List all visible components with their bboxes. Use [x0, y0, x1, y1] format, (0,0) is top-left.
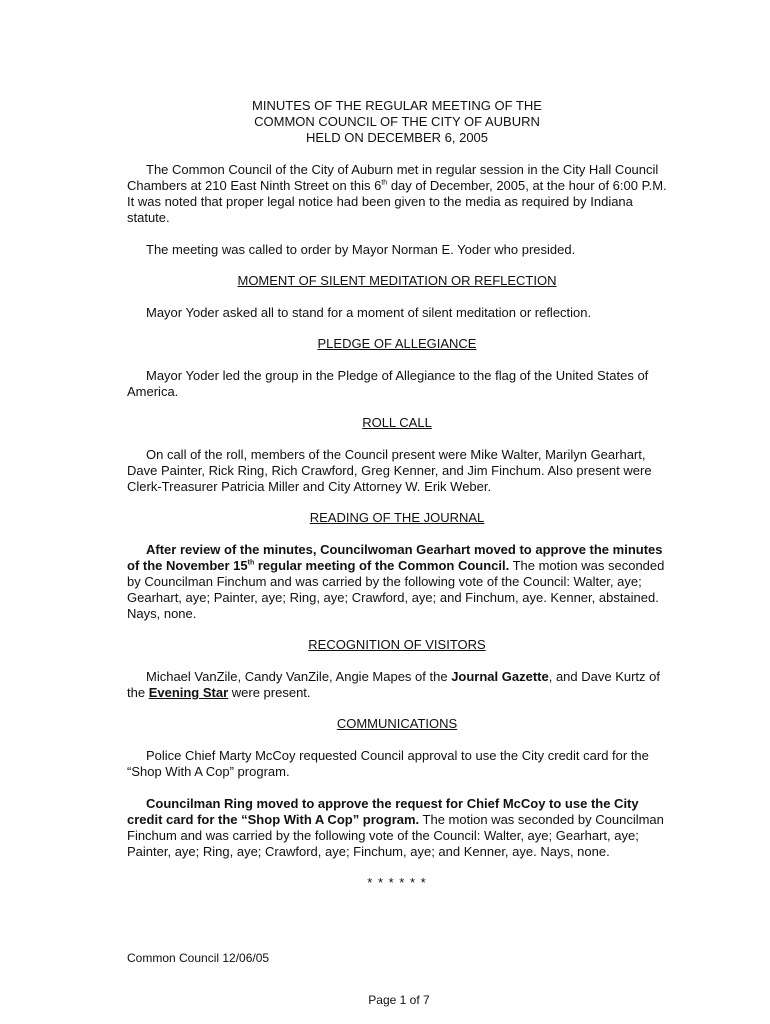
- document-page: [127, 98, 667, 891]
- pledge-heading: PLEDGE OF ALLEGIANCE: [317, 336, 477, 351]
- visitors-heading: RECOGNITION OF VISITORS: [308, 637, 486, 652]
- journal-paragraph: After review of the minutes, Councilwoman Gearhart moved to approve the minutes of the November 15th regular meeting of the Common Council. The motion was seconded by Councilman Finchum and was carried by the following vote of the Council: Walter, aye; Gearhart, aye; Painter, aye; Ring, aye; Crawford, aye; and Finchum, aye. Kenner, abstained. Nays, none.: [127, 542, 665, 621]
- communications-motion-paragraph: Councilman Ring moved to approve the request for Chief McCoy to use the City credit card for the “Shop With A Cop” program. The motion was seconded by Councilman Finchum and was carried by the following vote of the Council: Walter, aye; Gearhart, aye; Painter, aye; Ring, aye; Crawford, aye; Finchum, aye; and Kenner, aye. Nays, none.: [127, 796, 664, 859]
- title-line-1: MINUTES OF THE REGULAR MEETING OF THE: [252, 98, 542, 113]
- title-line-3: HELD ON DECEMBER 6, 2005: [305, 130, 489, 145]
- document-title: [127, 98, 667, 146]
- communications-motion: Councilman Ring moved to approve the request for Chief McCoy to use the City credit card for the “Shop With A Cop” program.: [127, 796, 639, 827]
- footer-document-label: Common Council 12/06/05: [127, 951, 270, 965]
- communications-paragraph: Police Chief Marty McCoy requested Council approval to use the City credit card for the “Shop With A Cop” program.: [127, 748, 649, 779]
- pledge-paragraph: Mayor Yoder led the group in the Pledge of Allegiance to the flag of the United States of America.: [127, 368, 649, 399]
- title-line-2: COMMON COUNCIL OF THE CITY OF AUBURN: [254, 114, 540, 129]
- communications-heading: COMMUNICATIONS: [336, 716, 458, 731]
- intro-paragraph: The Common Council of the City of Auburn met in regular session in the City Hall Council Chambers at 210 East Ninth Street on this 6th day of December, 2005, at the hour of 6:00 P.M. It was noted that proper legal notice had been given to the media as required by Indiana statute.: [127, 162, 667, 225]
- call-to-order-paragraph: The meeting was called to order by Mayor Norman E. Yoder who presided.: [146, 242, 576, 257]
- meditation-heading: MOMENT OF SILENT MEDITATION OR REFLECTION: [237, 273, 557, 288]
- section-separator: * * * * * *: [367, 875, 427, 890]
- meditation-paragraph: Mayor Yoder asked all to stand for a moment of silent meditation or reflection.: [146, 305, 592, 320]
- footer-page-number: Page 1 of 7: [368, 993, 430, 1007]
- journal-gazette-name: Journal Gazette: [451, 669, 549, 684]
- visitors-paragraph: Michael VanZile, Candy VanZile, Angie Mapes of the Journal Gazette, and Dave Kurtz of the Evening Star were present.: [127, 669, 660, 700]
- journal-motion: After review of the minutes, Councilwoman Gearhart moved to approve the minutes of the November 15th regular meeting of the Common Council.: [127, 542, 663, 573]
- roll-call-heading: ROLL CALL: [362, 415, 432, 430]
- evening-star-name: Evening Star: [148, 685, 229, 700]
- roll-call-paragraph: On call of the roll, members of the Council present were Mike Walter, Marilyn Gearhart, Dave Painter, Rick Ring, Rich Crawford, Greg Kenner, and Jim Finchum. Also present were Clerk-Treasurer Patricia Miller and City Attorney W. Erik Weber.: [127, 447, 652, 494]
- journal-heading: READING OF THE JOURNAL: [309, 510, 485, 525]
